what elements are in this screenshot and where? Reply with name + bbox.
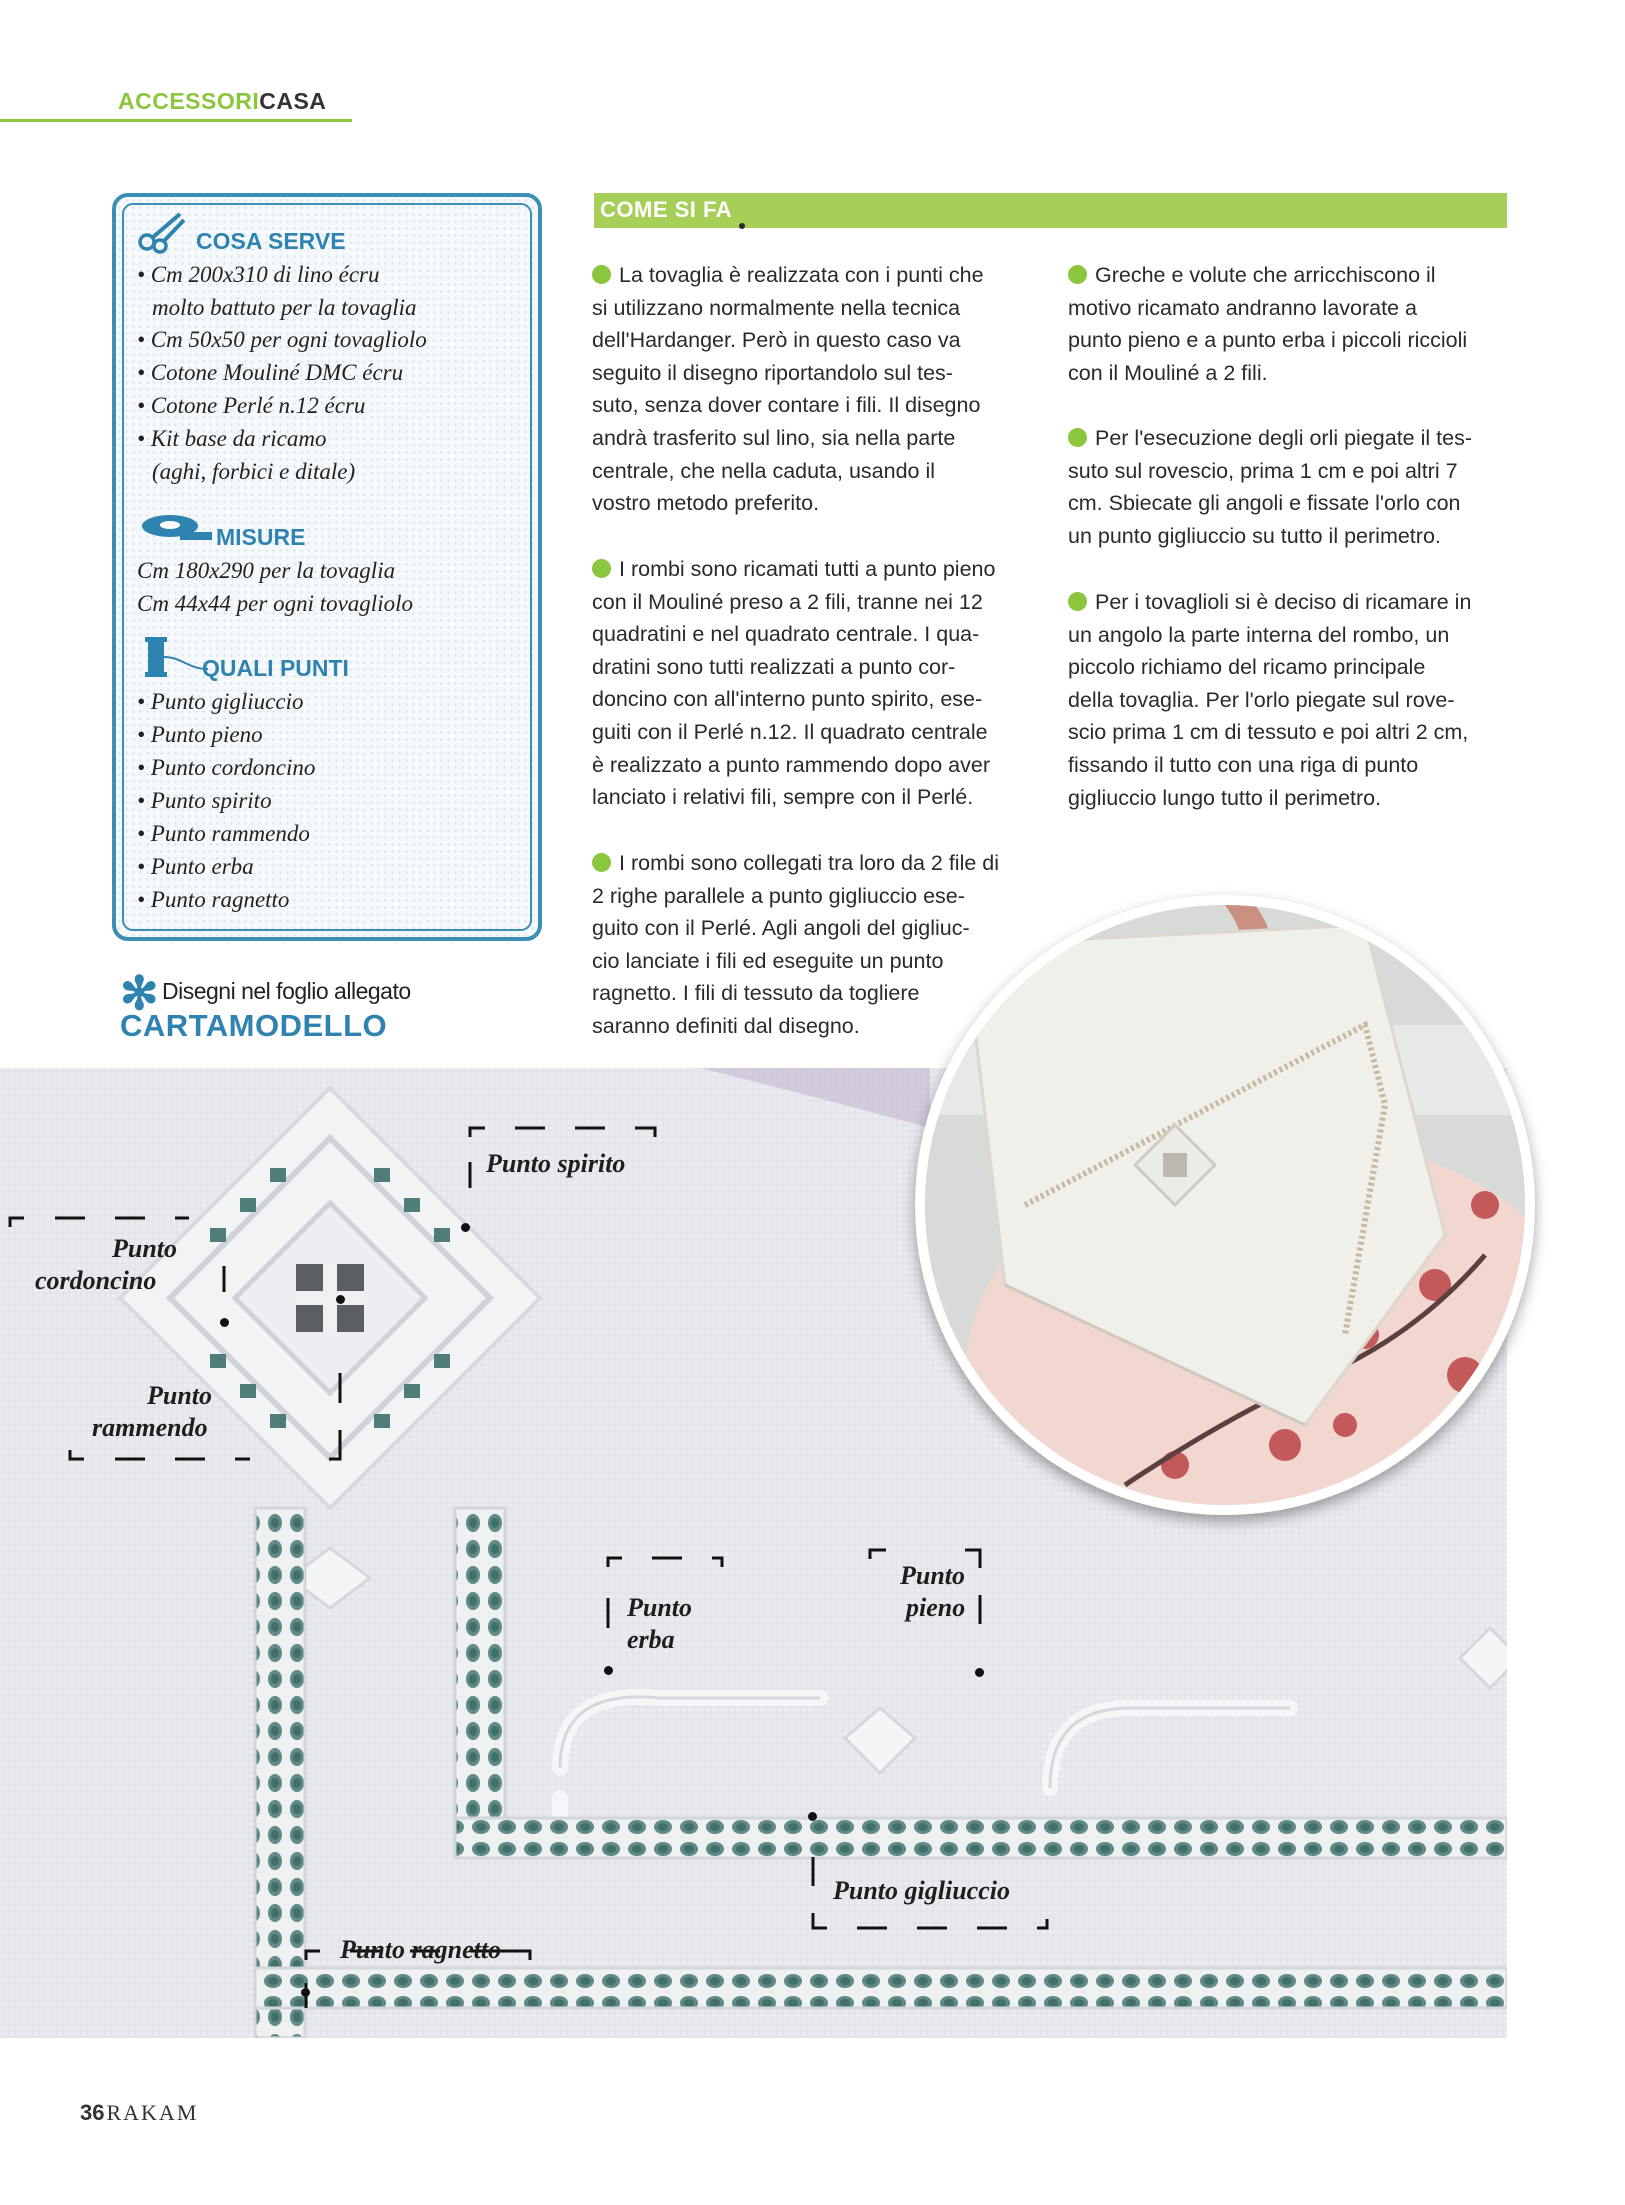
label-punto-pieno-1: Punto bbox=[900, 1561, 966, 1590]
misure-title: MISURE bbox=[216, 524, 306, 550]
howto-paragraph: Greche e volute che arricchiscono il motivo ricamato andranno lavorate a punto pieno e a punto erba i piccoli riccioli con il Mouliné a 2 fili. bbox=[1068, 263, 1468, 385]
section-label-accessori: ACCESSORI bbox=[118, 88, 260, 114]
label-punto-rammendo-1: Punto bbox=[147, 1381, 213, 1410]
punto-item: • Punto gigliuccio bbox=[137, 689, 304, 714]
label-punto-pieno-2: pieno bbox=[906, 1593, 966, 1622]
bullet-dot-icon bbox=[592, 853, 611, 872]
section-label-casa: CASA bbox=[259, 88, 327, 114]
label-punto-gigliuccio: Punto gigliuccio bbox=[833, 1876, 1010, 1905]
callout-dot bbox=[808, 1812, 817, 1821]
punto-item: • Punto rammendo bbox=[137, 821, 310, 846]
callout-dot bbox=[301, 1988, 310, 1997]
callout-dot bbox=[220, 1318, 229, 1327]
cosa-serve-item: molto battuto per la tovaglia bbox=[152, 295, 417, 320]
asterisk-icon: ✻ bbox=[120, 967, 159, 1019]
callout-dot bbox=[604, 1666, 613, 1675]
cosa-serve-item: • Kit base da ricamo bbox=[137, 426, 327, 451]
tape-measure-icon bbox=[140, 512, 212, 544]
howto-paragraph: Per i tovaglioli si è deciso di ricamare in un angolo la parte interna del rombo, un piccolo richiamo del ricamo principale della tovaglia. Per l'orlo piegate sul rove- scio prima 1 cm di tessuto e poi altri 2 cm, fissando il tutto con una riga di punto gigliuccio lungo tutto il perimetro. bbox=[1068, 590, 1472, 810]
scissors-icon bbox=[138, 210, 188, 254]
cartamodello-title: CARTAMODELLO bbox=[120, 1008, 388, 1043]
bullet-dot-icon bbox=[592, 265, 611, 284]
callout-dot bbox=[336, 1295, 345, 1304]
quali-punti-title: QUALI PUNTI bbox=[202, 655, 349, 681]
punto-item: • Punto spirito bbox=[137, 788, 272, 813]
magazine-name: RAKAM bbox=[106, 2100, 199, 2125]
misure-item: Cm 44x44 per ogni tovagliolo bbox=[137, 591, 413, 616]
cosa-serve-item: • Cotone Mouliné DMC écru bbox=[137, 360, 404, 385]
callout-dot bbox=[975, 1668, 984, 1677]
punto-item: • Punto pieno bbox=[137, 722, 263, 747]
cosa-serve-item: • Cm 200x310 di lino écru bbox=[137, 262, 380, 287]
punto-item: • Punto erba bbox=[137, 854, 254, 879]
howto-paragraph: La tovaglia è realizzata con i punti che si utilizzano normalmente nella tecnica dell'Hardanger. Però in questo caso va seguito il disegno riportandolo sul tes- suto, senza dover contare i fili. Il disegno andrà trasferito sul lino, sia nella parte centrale, che nella caduta, usando il vostro metodo preferito. bbox=[592, 263, 984, 516]
label-punto-rammendo-2: rammendo bbox=[92, 1413, 208, 1442]
pattern-note: Disegni nel foglio allegato bbox=[162, 978, 411, 1004]
napkin-illustration bbox=[925, 905, 1525, 1505]
label-punto-ragnetto: Punto ragnetto bbox=[340, 1935, 502, 1964]
bullet-dot-icon bbox=[1068, 592, 1087, 611]
page-folio bbox=[80, 2100, 198, 2126]
punto-item: • Punto ragnetto bbox=[137, 887, 290, 912]
howto-paragraph: I rombi sono collegati tra loro da 2 file di 2 righe parallele a punto gigliuccio ese- guito con il Perlé. Agli angoli del gigliuc- cio lanciate i fili ed eseguite un punto ragnetto. I fili di tessuto da togliere saranno definiti dal disegno. bbox=[592, 851, 1000, 1038]
howto-paragraph: I rombi sono ricamati tutti a punto pieno con il Mouliné preso a 2 fili, tranne nei 12 quadratini e nel quadrato centrale. I qua- dratini sono tutti realizzati a punto cor- doncino con all'interno punto spirito, ese- guiti con il Perlé n.12. Il quadrato centrale è realizzato a punto rammendo dopo aver lanciato i relativi fili, sempre con il Perlé. bbox=[592, 557, 996, 810]
label-punto-erba-1: Punto bbox=[627, 1593, 693, 1622]
label-punto-spirito: Punto spirito bbox=[486, 1149, 626, 1178]
label-punto-erba-2: erba bbox=[627, 1625, 675, 1654]
bar-marker bbox=[739, 223, 745, 229]
cosa-serve-item: (aghi, forbici e ditale) bbox=[152, 459, 356, 484]
thread-spool-icon bbox=[142, 635, 210, 681]
howto-title: COME SI FA bbox=[600, 197, 733, 222]
page-number: 36 bbox=[80, 2100, 105, 2125]
howto-paragraph: Per l'esecuzione degli orli piegate il tes- suto sul rovescio, prima 1 cm e poi altri 7 cm. Sbiecate gli angoli e fissate l'orlo con un punto gigliuccio su tutto il perimetro. bbox=[1068, 426, 1472, 548]
punto-item: • Punto cordoncino bbox=[137, 755, 316, 780]
bullet-dot-icon bbox=[592, 559, 611, 578]
cosa-serve-item: • Cm 50x50 per ogni tovagliolo bbox=[137, 327, 427, 352]
misure-item: Cm 180x290 per la tovaglia bbox=[137, 558, 396, 583]
label-punto-cordoncino-2: cordoncino bbox=[35, 1266, 157, 1295]
bullet-dot-icon bbox=[1068, 428, 1087, 447]
label-punto-cordoncino-1: Punto bbox=[112, 1234, 178, 1263]
section-header bbox=[118, 88, 326, 115]
cosa-serve-title: COSA SERVE bbox=[196, 228, 346, 254]
header-rule bbox=[0, 119, 352, 122]
callout-dot bbox=[461, 1223, 470, 1232]
napkin-inset-photo bbox=[915, 895, 1535, 1515]
bullet-dot-icon bbox=[1068, 265, 1087, 284]
cosa-serve-item: • Cotone Perlé n.12 écru bbox=[137, 393, 366, 418]
